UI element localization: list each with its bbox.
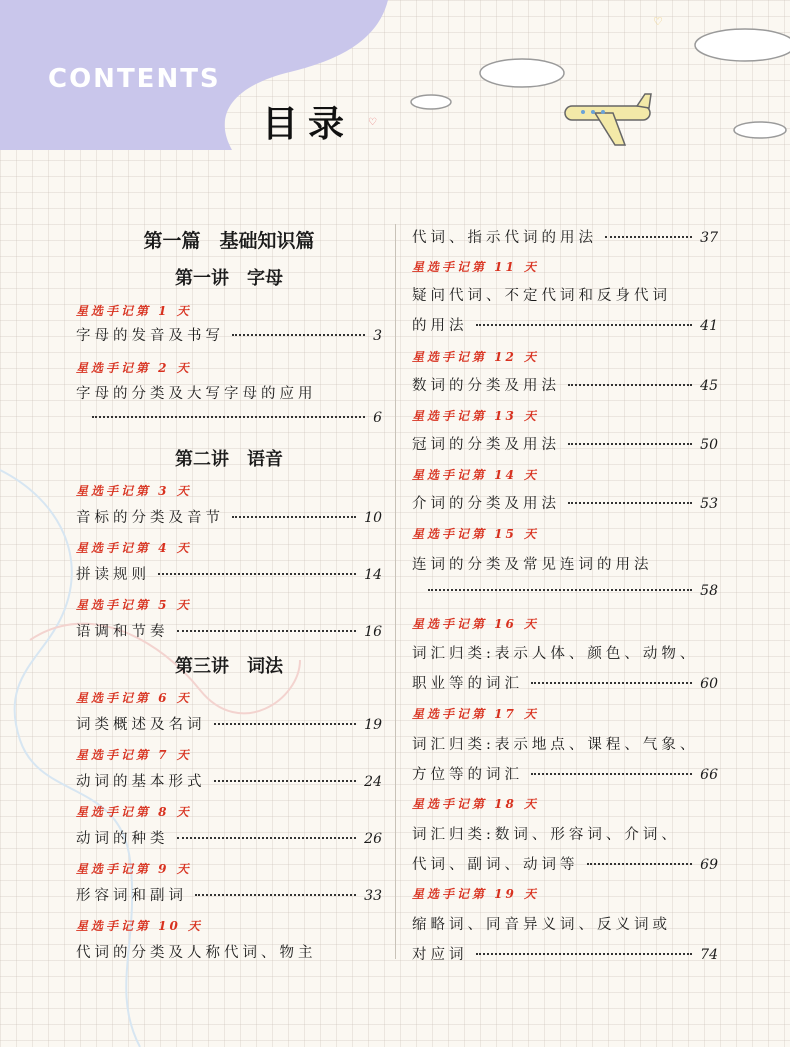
- page-number: 37: [700, 230, 718, 246]
- toc-entry[interactable]: [76, 563, 382, 585]
- page-number: 74: [700, 947, 718, 963]
- entry-title[interactable]: 缩略词、同音异义词、反义词或: [412, 917, 671, 933]
- page-number: 58: [700, 583, 718, 599]
- entry-title: 职业等的词汇: [412, 676, 523, 692]
- dot-leader: [232, 334, 365, 336]
- toc-entry[interactable]: [412, 672, 718, 694]
- toc-entry[interactable]: [76, 324, 382, 346]
- dot-leader: [177, 630, 357, 632]
- dot-leader: [568, 384, 692, 386]
- toc-entry[interactable]: [412, 853, 718, 875]
- dot-leader: [177, 837, 357, 839]
- toc-entry[interactable]: [76, 884, 382, 906]
- entry-title[interactable]: 词汇归类:数词、形容词、介词、: [412, 827, 680, 843]
- entry-title: 动词的基本形式: [76, 774, 206, 790]
- heart-icon: ♡: [653, 15, 663, 28]
- page-number: 45: [700, 378, 718, 394]
- page-number: 24: [364, 774, 382, 790]
- toc-entry[interactable]: [76, 827, 382, 849]
- day-label: 星选手记第 19 天: [412, 887, 540, 901]
- day-label: 星选手记第 9 天: [76, 862, 192, 876]
- page-number: 6: [373, 410, 382, 426]
- dot-leader: [92, 416, 365, 418]
- entry-title: 形容词和副词: [76, 888, 187, 904]
- day-label: 星选手记第 5 天: [76, 598, 192, 612]
- page-number: 60: [700, 676, 718, 692]
- lecture-title: 第二讲 语音: [175, 449, 283, 470]
- day-label: 星选手记第 17 天: [412, 707, 540, 721]
- page-number: 66: [700, 767, 718, 783]
- toc-entry[interactable]: [412, 763, 718, 785]
- page-number: 19: [364, 717, 382, 733]
- page-number: 16: [364, 624, 382, 640]
- dot-leader: [587, 863, 693, 865]
- entry-title: 字母的发音及书写: [76, 328, 224, 344]
- entry-title: 代词、副词、动词等: [412, 857, 579, 873]
- airplane-icon: [565, 94, 651, 145]
- day-label: 星选手记第 3 天: [76, 484, 192, 498]
- page-number: 41: [700, 318, 718, 334]
- day-label: 星选手记第 4 天: [76, 541, 192, 555]
- entry-title: 动词的种类: [76, 831, 169, 847]
- entry-title[interactable]: 字母的分类及大写字母的应用: [76, 386, 317, 402]
- entry-title[interactable]: 疑问代词、不定代词和反身代词: [412, 288, 671, 304]
- contents-label: CONTENTS: [48, 64, 221, 94]
- dot-leader: [531, 773, 692, 775]
- dot-leader: [568, 443, 692, 445]
- page-title: 目录: [262, 104, 355, 145]
- toc-entry[interactable]: [76, 620, 382, 642]
- entry-title: 数词的分类及用法: [412, 378, 560, 394]
- dot-leader: [531, 682, 692, 684]
- dot-leader: [605, 236, 692, 238]
- dot-leader: [476, 324, 693, 326]
- entry-title: 方位等的词汇: [412, 767, 523, 783]
- day-label: 星选手记第 6 天: [76, 691, 192, 705]
- day-label: 星选手记第 1 天: [76, 304, 192, 318]
- dot-leader: [195, 894, 356, 896]
- entry-title: 语调和节奏: [76, 624, 169, 640]
- heart-icon: ♡: [368, 117, 377, 128]
- day-label: 星选手记第 16 天: [412, 617, 540, 631]
- entry-title[interactable]: 代词的分类及人称代词、物主: [76, 945, 317, 961]
- day-label: 星选手记第 10 天: [76, 919, 204, 933]
- dot-leader: [568, 502, 692, 504]
- day-label: 星选手记第 15 天: [412, 527, 540, 541]
- toc-entry[interactable]: [412, 314, 718, 336]
- toc-entry[interactable]: [412, 226, 718, 248]
- day-label: 星选手记第 2 天: [76, 361, 192, 375]
- part-title: 第一篇 基础知识篇: [143, 230, 315, 252]
- toc-entry[interactable]: [412, 374, 718, 396]
- page-number: 26: [364, 831, 382, 847]
- dot-leader: [214, 780, 357, 782]
- dot-leader: [158, 573, 356, 575]
- toc-entry[interactable]: [412, 433, 718, 455]
- dot-leader: [476, 953, 693, 955]
- entry-title: 冠词的分类及用法: [412, 437, 560, 453]
- dot-leader: [428, 589, 692, 591]
- toc-entry[interactable]: [76, 506, 382, 528]
- entry-title: 介词的分类及用法: [412, 496, 560, 512]
- toc-entry-cont[interactable]: [412, 583, 718, 599]
- dot-leader: [214, 723, 357, 725]
- page-number: 14: [364, 567, 382, 583]
- day-label: 星选手记第 13 天: [412, 409, 540, 423]
- entry-title: 的用法: [412, 318, 468, 334]
- dot-leader: [232, 516, 356, 518]
- lecture-title: 第三讲 词法: [175, 656, 283, 677]
- entry-title[interactable]: 词汇归类:表示人体、颜色、动物、: [412, 646, 699, 662]
- entry-title: 拼读规则: [76, 567, 150, 583]
- toc-entry[interactable]: [76, 770, 382, 792]
- lecture-title: 第一讲 字母: [175, 268, 283, 289]
- day-label: 星选手记第 14 天: [412, 468, 540, 482]
- page-number: 50: [700, 437, 718, 453]
- page-number: 10: [364, 510, 382, 526]
- page-number: 69: [700, 857, 718, 873]
- day-label: 星选手记第 11 天: [412, 260, 540, 274]
- day-label: 星选手记第 18 天: [412, 797, 540, 811]
- day-label: 星选手记第 12 天: [412, 350, 540, 364]
- page-number: 3: [373, 328, 382, 344]
- page-number: 33: [364, 888, 382, 904]
- page-number: 53: [700, 496, 718, 512]
- day-label: 星选手记第 7 天: [76, 748, 192, 762]
- entry-title: 词类概述及名词: [76, 717, 206, 733]
- toc-entry-cont[interactable]: [76, 410, 382, 426]
- toc-entry[interactable]: [412, 492, 718, 514]
- entry-title: 音标的分类及音节: [76, 510, 224, 526]
- toc-entry[interactable]: [412, 943, 718, 965]
- entry-title[interactable]: 词汇归类:表示地点、课程、气象、: [412, 737, 699, 753]
- column-divider: [395, 224, 396, 959]
- entry-title: 对应词: [412, 947, 468, 963]
- entry-title: 代词、指示代词的用法: [412, 230, 597, 246]
- day-label: 星选手记第 8 天: [76, 805, 192, 819]
- toc-entry[interactable]: [76, 713, 382, 735]
- entry-title[interactable]: 连词的分类及常见连词的用法: [412, 557, 653, 573]
